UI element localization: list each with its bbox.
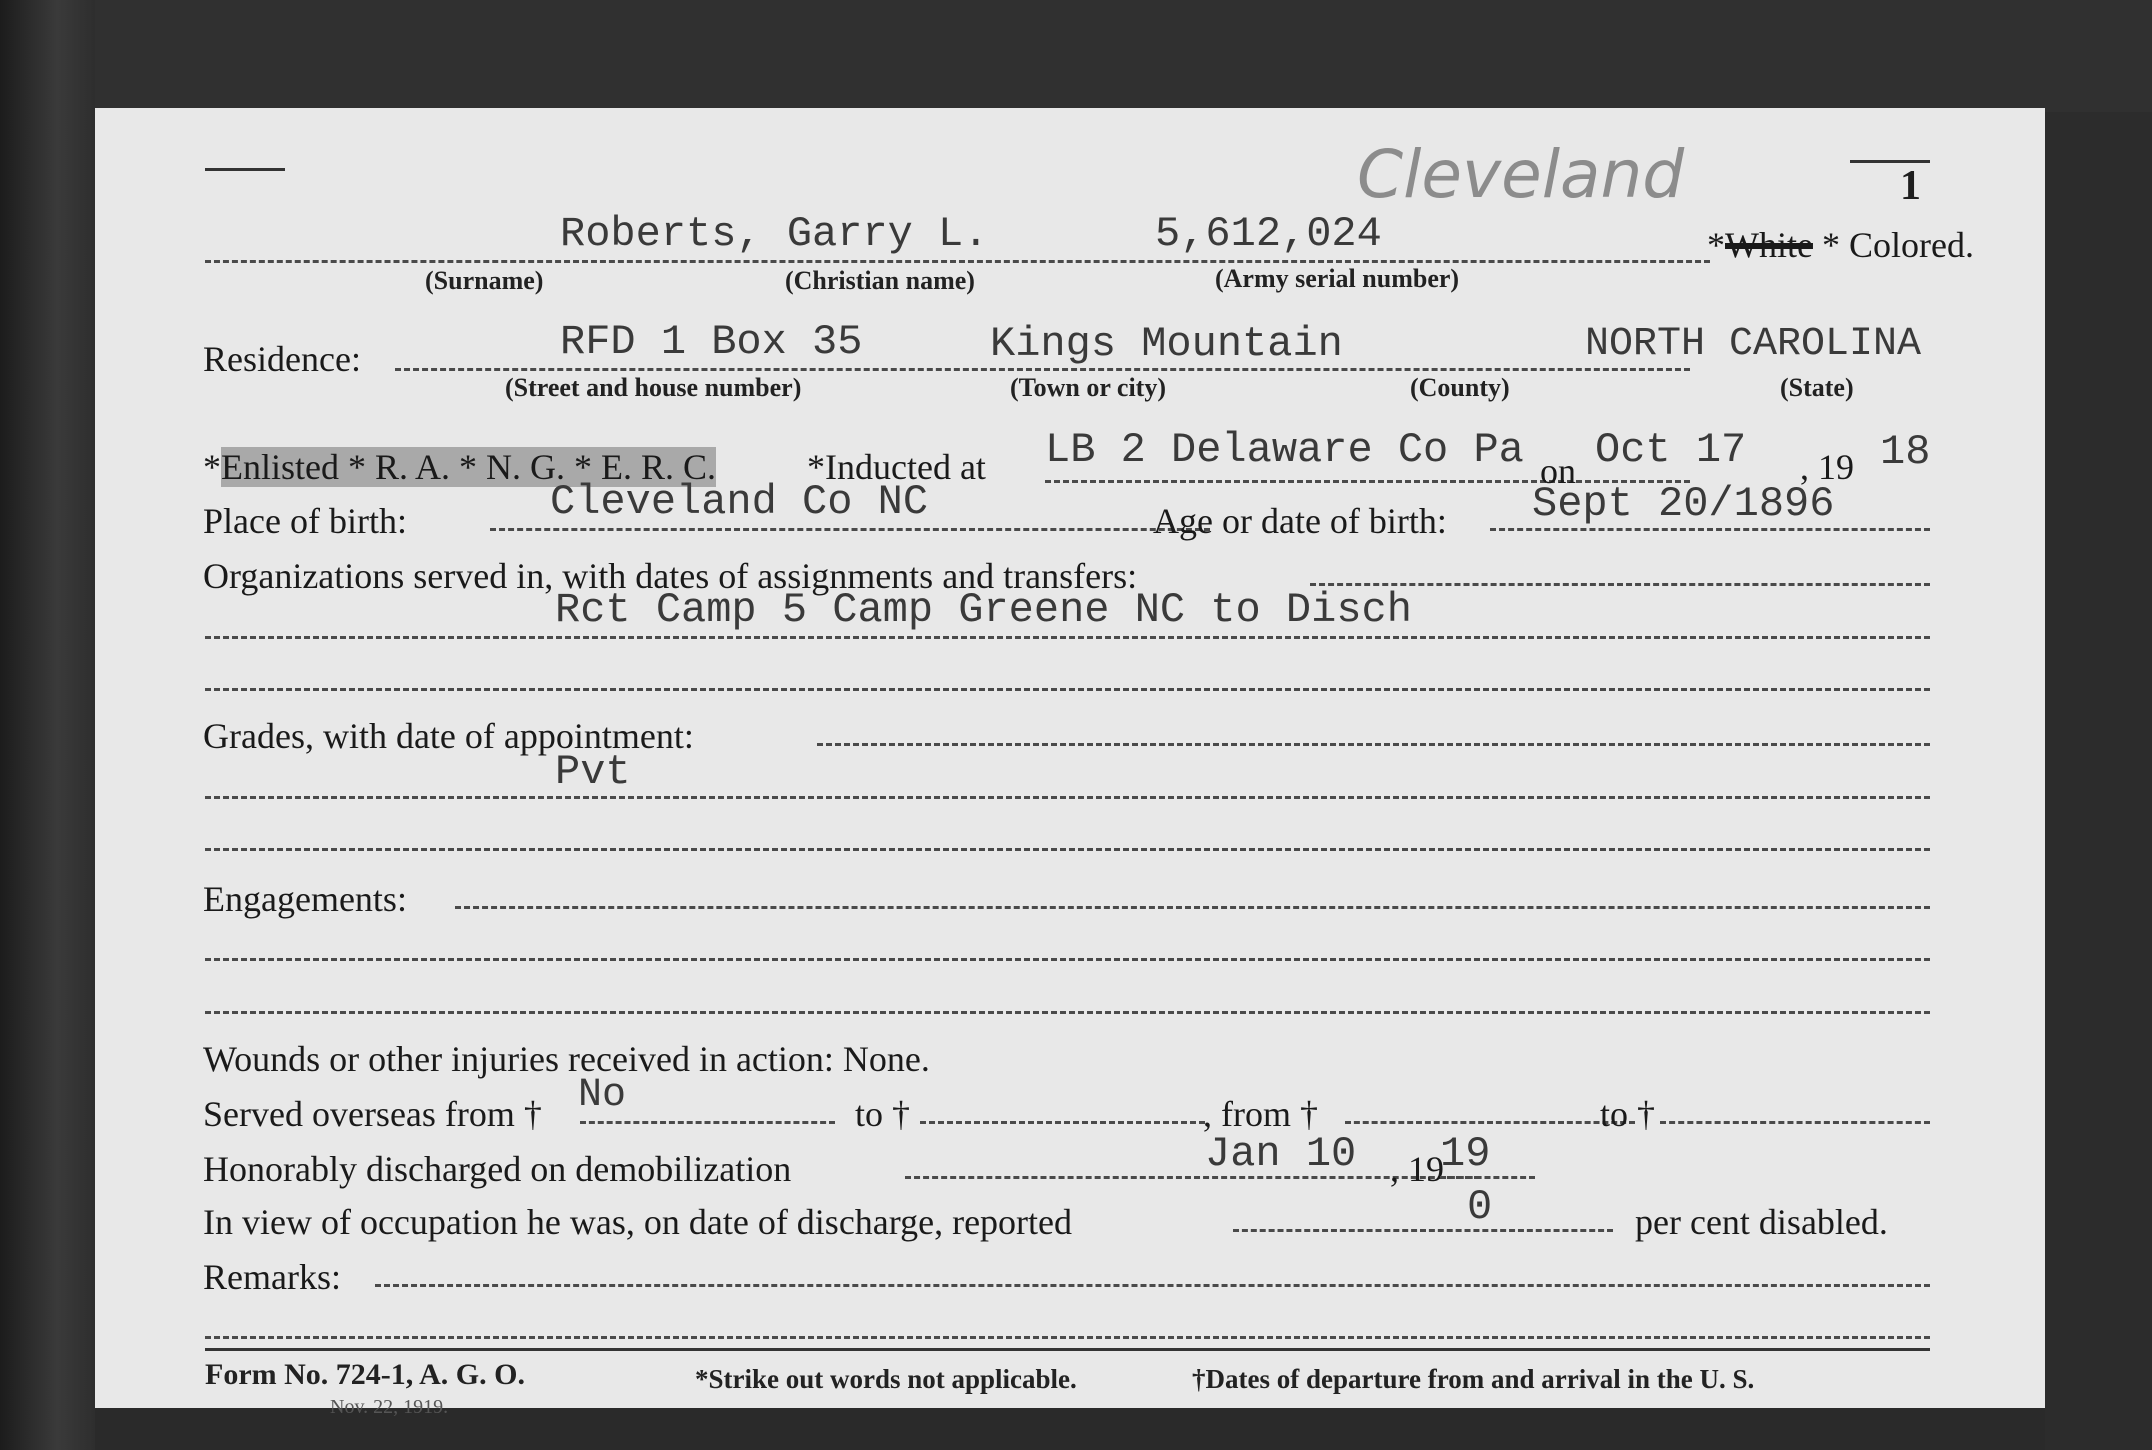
discharge-date-value: Jan 10 <box>1205 1130 1357 1178</box>
footnote-dates: †Dates of departure from and arrival in the U. S. <box>1192 1364 1755 1394</box>
remarks-line-1 <box>205 1336 1930 1339</box>
caption-town: (Town or city) <box>1010 373 1166 402</box>
inducted-label: *Inducted at <box>807 447 986 487</box>
discharge-label: Honorably discharged on demobilization <box>203 1149 792 1189</box>
overseas-from-line <box>580 1121 835 1124</box>
overseas-from-label-2: , from † <box>1203 1094 1318 1134</box>
on-label: on <box>1540 451 1576 491</box>
service-record-card <box>95 108 2045 1418</box>
residence-state-value: NORTH CAROLINA <box>1585 322 1922 367</box>
caption-army-serial: (Army serial number) <box>1215 264 1460 293</box>
race-white-struck: White <box>1725 225 1813 265</box>
residence-street-value: RFD 1 Box 35 <box>560 318 863 366</box>
organizations-line-1 <box>205 636 1930 639</box>
top-left-rule <box>205 168 285 171</box>
footnote-strike-out: *Strike out words not applicable. <box>695 1364 1077 1394</box>
surname-christian-value: Roberts, Garry L. <box>560 210 989 258</box>
place-of-birth-line <box>490 528 1210 531</box>
handwritten-county: Cleveland <box>1357 136 1685 213</box>
disability-label: In view of occupation he was, on date of discharge, reported <box>203 1202 1073 1242</box>
engagements-line-1 <box>205 958 1930 961</box>
remarks-label: Remarks: <box>203 1257 341 1297</box>
organizations-value: Rct Camp 5 Camp Greene NC to Disch <box>555 586 1412 634</box>
engagements-line-2 <box>205 1011 1930 1014</box>
remarks-line-0 <box>375 1284 1930 1287</box>
disability-line <box>1233 1229 1613 1232</box>
engagements-line-0 <box>455 906 1930 909</box>
organizations-label: Organizations served in, with dates of assignments and transfers: <box>203 556 1138 596</box>
place-of-birth-value: Cleveland Co NC <box>550 478 929 526</box>
disability-percent-value: 0 <box>1467 1183 1493 1231</box>
background-edge-right <box>2045 112 2152 1450</box>
enlisted-options-text: Enlisted * R. A. * N. G. * E. R. C. <box>221 447 717 487</box>
background-edge-left <box>0 0 95 1450</box>
residence-label: Residence: <box>203 339 361 379</box>
race-colored: Colored. <box>1848 225 1974 265</box>
background-edge-top <box>95 0 2152 112</box>
caption-surname: (Surname) <box>425 266 544 295</box>
race-options: *White * Colored. <box>1707 225 1974 265</box>
age-date-of-birth-line <box>1490 528 1930 531</box>
overseas-from-line-2 <box>1345 1121 1635 1124</box>
residence-line <box>395 368 1690 371</box>
discharge-year-line <box>1440 1176 1535 1179</box>
overseas-to-line-2 <box>1660 1121 1930 1124</box>
overseas-to-label: to † <box>855 1094 911 1134</box>
page-number: 1 <box>1900 163 1921 209</box>
served-overseas-from-value: No <box>578 1073 627 1118</box>
served-overseas-label: Served overseas from † <box>203 1094 542 1134</box>
discharge-year-value: 19 <box>1440 1130 1491 1178</box>
wounds-label: Wounds or other injuries received in action: None. <box>203 1039 930 1079</box>
footer-rule <box>205 1348 1930 1351</box>
grades-line-1 <box>205 796 1930 799</box>
grades-value: Pvt <box>555 748 631 796</box>
induction-year-value: 18 <box>1880 428 1931 476</box>
enlisted-options: *Enlisted * R. A. * N. G. * E. R. C. <box>203 447 717 487</box>
caption-street: (Street and house number) <box>505 373 802 402</box>
grades-line-0 <box>817 743 1930 746</box>
age-date-of-birth-label: Age or date of birth: <box>1153 501 1447 541</box>
army-serial-value: 5,612,024 <box>1155 210 1382 258</box>
caption-state: (State) <box>1780 373 1854 402</box>
overseas-to-line <box>920 1121 1205 1124</box>
place-of-birth-label: Place of birth: <box>203 501 407 541</box>
discharge-year-prefix: , 19 <box>1390 1149 1444 1189</box>
engagements-label: Engagements: <box>203 879 407 919</box>
overseas-to-label-2: to † <box>1600 1094 1656 1134</box>
induction-date-value: Oct 17 <box>1595 426 1747 474</box>
grades-line-2 <box>205 848 1930 851</box>
inducted-place-value: LB 2 Delaware Co Pa <box>1045 426 1524 474</box>
age-date-of-birth-value: Sept 20/1896 <box>1532 480 1835 528</box>
form-date: Nov. 22, 1919. <box>330 1396 449 1418</box>
caption-county: (County) <box>1410 373 1510 402</box>
residence-town-value: Kings Mountain <box>990 320 1343 368</box>
form-number: Form No. 724-1, A. G. O. <box>205 1358 525 1391</box>
name-line <box>205 260 1710 263</box>
induction-year-prefix: , 19 <box>1800 447 1854 487</box>
disability-suffix: per cent disabled. <box>1635 1202 1888 1242</box>
grades-label: Grades, with date of appointment: <box>203 716 694 756</box>
organizations-line-2 <box>205 688 1930 691</box>
caption-christian-name: (Christian name) <box>785 266 975 295</box>
